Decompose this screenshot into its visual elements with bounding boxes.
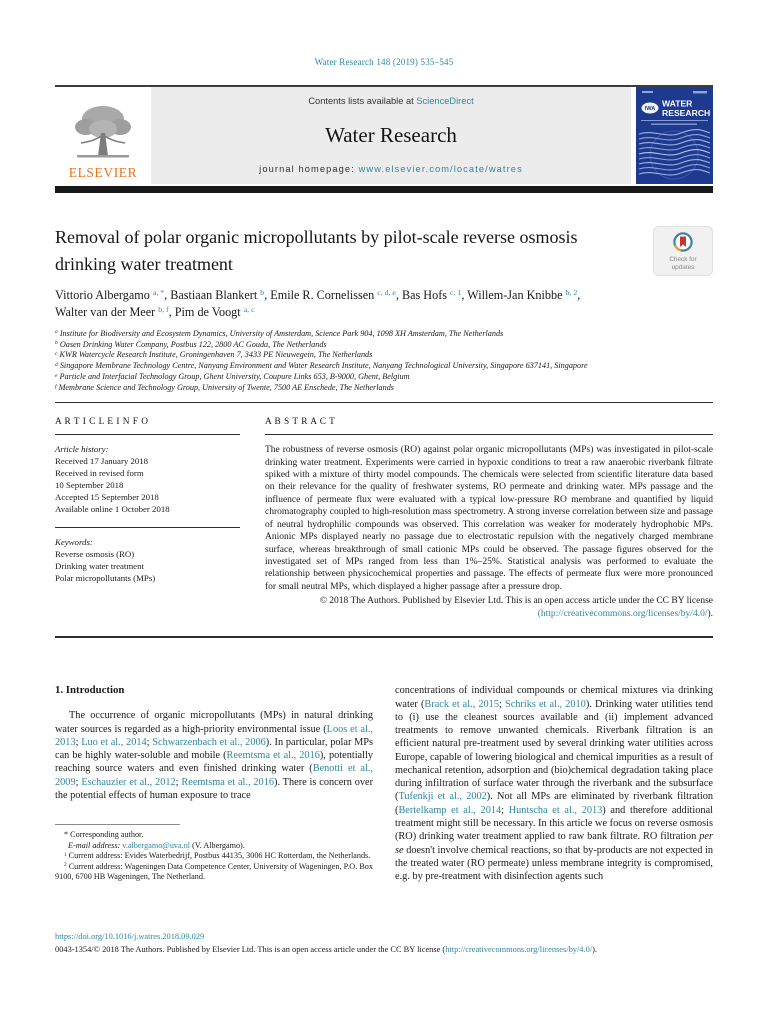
paper-title: Removal of polar organic micropollutants by pilot-scale reverse osmosis drinking water treatment xyxy=(55,227,578,274)
affiliation-marker: a xyxy=(55,329,58,336)
inline-link[interactable]: Tufenkji et al., 2002 xyxy=(398,791,487,803)
text-segment: ; xyxy=(175,776,182,788)
running-head-citation: Water Research 148 (2019) 535–545 xyxy=(314,57,454,67)
affiliation-marker: e xyxy=(55,372,58,379)
contents-list-line xyxy=(157,96,625,106)
doi-link[interactable]: https://doi.org/10.1016/j.watres.2018.09.029 xyxy=(55,932,205,941)
affiliation-text: Singapore Membrane Technology Centre, Nanyang Environment and Water Research Institute, Nanyang Technological University, Singapore 637141, Singapore xyxy=(57,361,588,371)
intro-paragraph-left xyxy=(55,709,373,802)
keyword-2: Drinking water treatment xyxy=(55,560,144,571)
affiliation-marker: d xyxy=(55,361,58,368)
inline-link[interactable]: v.albergamo@uva.nl xyxy=(122,840,191,850)
page-content xyxy=(0,85,768,883)
history-accepted: Accepted 15 September 2018 xyxy=(55,491,159,502)
text-segment: , Willem-Jan Knibbe xyxy=(461,288,566,302)
text-segment: c, d, e xyxy=(377,288,396,298)
history-received: Received 17 January 2018 xyxy=(55,456,149,467)
text-segment: E-mail address: xyxy=(68,840,123,850)
inline-link[interactable]: (http://creativecommons.org/licenses/by/4.0/ xyxy=(537,608,708,619)
text-segment: ; xyxy=(146,736,153,748)
body-right-column xyxy=(395,684,713,883)
abstract-text: The robustness of reverse osmosis (RO) against polar organic micropollutants (MPs) was investigated in pilot-scale drinking water treatment. Experiments were carried in hypoxic conditions to treat a raw anaerobic riverbank filtrate spiked with a mixture of thirty model compounds. The chemicals were selected from scientific literature data based on their relevance for the quality of freshwater systems, RO permeate and drinking water. MPs passage and the influence of permeate flux were evaluated with a typical low-pressure RO membrane and quantified by liquid chromatography coupled to high-resolution mass spectrometry. A strong inverse correlation between size and passage of neutral hydrophilic compounds was observed. This correlation was weaker for moderately hydrophobic MPs. Anionic MPs displayed nearly no passage due to electrostatic repulsion with the negatively charged membrane surface, whereas breakthrough of small cationic MPs could be observed. The passage figures observed for the investigated set of MPs ranged from less than 1%–25%. Statistical analysis was performed to evaluate the relationship between physicochemical properties and passage. The effects of permeate flux were more pronounced for small neutral MPs, which displayed a higher passage after a pressure drop. xyxy=(265,445,713,592)
text-segment: Vittorio Albergamo xyxy=(55,288,153,302)
cover-title-research: RESEARCH xyxy=(662,108,711,118)
article-info-column xyxy=(55,417,240,620)
inline-link[interactable]: Brack et al., 2015 xyxy=(424,698,499,710)
text-segment: © 2018 The Authors. Published by Elsevier Ltd. This is an open access article under the CC BY license xyxy=(319,596,713,607)
abstract-underline xyxy=(265,434,713,435)
text-segment: ) and therefore additional treatment might still be necessary. In this article we focus on reverse osmosis (RO) drinking water treatment applied to raw bank filtrate. RO filtration xyxy=(395,804,713,843)
title-row xyxy=(55,224,713,278)
inline-link[interactable]: Reemtsma et al., 2016 xyxy=(181,776,275,788)
sciencedirect-link[interactable]: ScienceDirect xyxy=(416,96,474,106)
article-body xyxy=(55,684,713,883)
text-segment: , Walter van der Meer xyxy=(55,288,581,319)
inline-link[interactable]: Luo et al., 2014 xyxy=(81,736,147,748)
cover-title-water: WATER xyxy=(662,98,693,109)
text-segment: a, * xyxy=(152,288,165,298)
elsevier-tree-icon xyxy=(67,102,139,164)
affiliation-list xyxy=(55,329,713,394)
text-segment: a, c xyxy=(243,304,255,314)
article-info-underline xyxy=(55,434,240,435)
text-segment: ; xyxy=(75,736,82,748)
banner-center-panel xyxy=(151,87,631,184)
text-segment: ; xyxy=(75,776,82,788)
footnote-2 xyxy=(55,862,373,883)
history-revised-date: 10 September 2018 xyxy=(55,479,124,490)
issn-license-line xyxy=(55,943,713,956)
banner-bottom-bar xyxy=(55,186,713,193)
cover-art xyxy=(636,87,713,184)
affiliation-text: Institute for Biodiversity and Ecosystem Dynamics, University of Amsterdam, Science Park 904, 1098 XH Amsterdam, The Netherlands xyxy=(57,328,504,338)
keyword-3: Polar micropollutants (MPs) xyxy=(55,572,156,583)
text-segment: per se xyxy=(395,831,713,856)
body-left-column xyxy=(55,684,373,883)
journal-title: Water Research xyxy=(325,122,457,147)
affiliation-e xyxy=(55,372,713,383)
affiliation-marker: c xyxy=(55,350,58,357)
text-segment: ). Drinking water utilities tend to (i) use the cleanest sources available and (ii) implement advanced treatments to remove unwanted chemicals. Riverbank filtration is an efficient natural pre-treatment used by several drinking water utilities across Europe, capable of lowering biological and chemical impurities as a result of mechanical retention, adsorption and (bio)chemical degradation taking place during infiltration of surface water through the riverbank and the subsurface ( xyxy=(395,698,714,803)
text-segment: 1 xyxy=(64,851,67,858)
affiliation-marker: b xyxy=(55,340,58,347)
affiliation-b xyxy=(55,340,713,351)
keyword-1: Reverse osmosis (RO) xyxy=(55,548,135,559)
text-segment: ). There is concern over the potential effects of human exposure to trace xyxy=(55,776,374,801)
inline-link[interactable]: Huntscha et al., 2013 xyxy=(508,804,603,816)
affiliation-c xyxy=(55,350,713,361)
text-segment: (V. Albergamo). xyxy=(190,840,245,850)
affiliation-text: KWR Watercycle Research Institute, Groningenhaven 7, 3433 PE Nieuwegein, The Netherlands xyxy=(57,350,373,360)
homepage-line xyxy=(157,164,625,174)
abstract-column xyxy=(265,417,713,620)
inline-link[interactable]: Schriks et al., 2010 xyxy=(504,698,586,710)
inline-link[interactable]: Reemtsma et al., 2016 xyxy=(226,750,320,762)
section-1-heading: 1. Introduction xyxy=(55,684,125,697)
text-segment: ). In particular, polar MPs can be highly water-soluble and mobile ( xyxy=(55,736,374,762)
email-note xyxy=(55,841,373,852)
text-segment: The occurrence of organic micropollutants (MPs) in natural drinking water sources is regarded as a high-priority environmental issue ( xyxy=(55,710,373,735)
article-history-block xyxy=(55,444,240,516)
page-footer xyxy=(55,930,713,956)
homepage-prefix: journal homepage: xyxy=(259,164,359,174)
text-segment: concentrations of individual compounds or chemical mixtures via drinking water ( xyxy=(395,685,713,710)
footnote-block xyxy=(55,824,373,883)
check-for-updates-button[interactable] xyxy=(653,226,713,276)
affiliation-a xyxy=(55,329,713,340)
text-segment: ). xyxy=(707,608,713,619)
elsevier-wordmark: ELSEVIER xyxy=(68,165,138,180)
keywords-block xyxy=(55,537,240,585)
abstract-copyright xyxy=(265,595,713,620)
article-history-label: Article history: xyxy=(55,444,109,455)
text-segment: ; xyxy=(498,698,505,710)
text-segment: 2 xyxy=(64,862,67,869)
text-segment: ), potentially reaching source waters and even finished drinking water ( xyxy=(55,750,373,775)
keywords-separator xyxy=(55,527,240,528)
text-segment: Current address: Evides Waterbedrijf, Postbus 44135, 3006 HC Rotterdam, the Netherlands. xyxy=(66,851,371,861)
corresponding-author-note: * Corresponding author. xyxy=(64,830,144,840)
text-segment: , Bas Hofs xyxy=(395,288,451,302)
abstract-header: A B S T R A C T xyxy=(265,417,336,428)
elsevier-logo[interactable] xyxy=(55,87,151,184)
history-revised: Received in revised form xyxy=(55,468,144,478)
inline-link[interactable]: http://creativecommons.org/licenses/by/4.0/ xyxy=(445,945,593,955)
intro-paragraph-right xyxy=(395,684,713,883)
text-segment: ). Not all MPs are eliminated by riverbank filtration ( xyxy=(395,791,713,816)
text-segment: c, 1 xyxy=(450,288,462,298)
crossmark-icon xyxy=(672,231,694,255)
text-segment: , Bastiaan Blankert xyxy=(164,288,261,302)
affiliation-text: Membrane Science and Technology Group, University of Twente, 7500 AE Enschede, The Netherlands xyxy=(56,383,394,393)
affiliation-d xyxy=(55,361,713,372)
text-segment: , Emile R. Cornelissen xyxy=(264,288,378,302)
author-list xyxy=(55,287,607,321)
history-online: Available online 1 October 2018 xyxy=(55,503,170,514)
affiliation-f xyxy=(55,383,713,394)
text-segment: ; xyxy=(501,804,509,816)
iwa-logo-text: IWA xyxy=(644,106,656,112)
text-segment: , Pim de Voogt xyxy=(168,304,244,319)
inline-link[interactable]: Benotti et al., 2009 xyxy=(55,763,373,788)
journal-cover-thumbnail[interactable] xyxy=(636,87,713,184)
text-segment: 0043-1354/© 2018 The Authors. Published by Elsevier Ltd. This is an open access article under the CC BY license ( xyxy=(55,945,446,955)
inline-link[interactable]: Schwarzenbach et al., 2006 xyxy=(152,736,266,748)
article-info-header: A R T I C L E I N F O xyxy=(55,417,149,428)
inline-link[interactable]: Bertelkamp et al., 2014 xyxy=(398,804,502,816)
text-segment: b, 2 xyxy=(565,288,578,298)
article-info-abstract-section xyxy=(55,402,713,638)
text-segment: doesn't involve chemical reactions, so that by-products are not expected in the treated water (RO permeate) unless membrane integrity is compromised, e.g. by pre-treatment with disinfection agents such xyxy=(395,844,713,883)
footnote-1 xyxy=(55,851,373,862)
inline-link[interactable]: Loos et al., 2013 xyxy=(55,723,374,748)
affiliation-text: Particle and Interfacial Technology Group, Ghent University, Coupure Links 653, B-9000, Ghent, Belgium xyxy=(57,372,410,382)
check-for-updates-label: Check for updates xyxy=(669,255,697,271)
journal-banner xyxy=(55,87,713,184)
keywords-label: Keywords: xyxy=(55,536,93,547)
text-segment: ). xyxy=(592,945,597,955)
affiliation-marker: f xyxy=(55,383,57,390)
text-segment: b xyxy=(260,288,265,298)
inline-link[interactable]: Eschauzier et al., 2012 xyxy=(81,776,176,788)
text-segment: b, f xyxy=(158,304,169,314)
contents-prefix: Contents lists available at xyxy=(308,96,417,106)
affiliation-text: Oasen Drinking Water Company, Postbus 122, 2800 AC Gouda, The Netherlands xyxy=(57,339,327,349)
text-segment: Current address: Wageningen Data Competence Center, University of Wageningen, P.O. Box 9100, 6700 HB Wageningen, The Netherland. xyxy=(55,861,373,882)
homepage-link[interactable]: www.elsevier.com/locate/watres xyxy=(358,164,523,174)
footnote-rule xyxy=(55,824,180,825)
